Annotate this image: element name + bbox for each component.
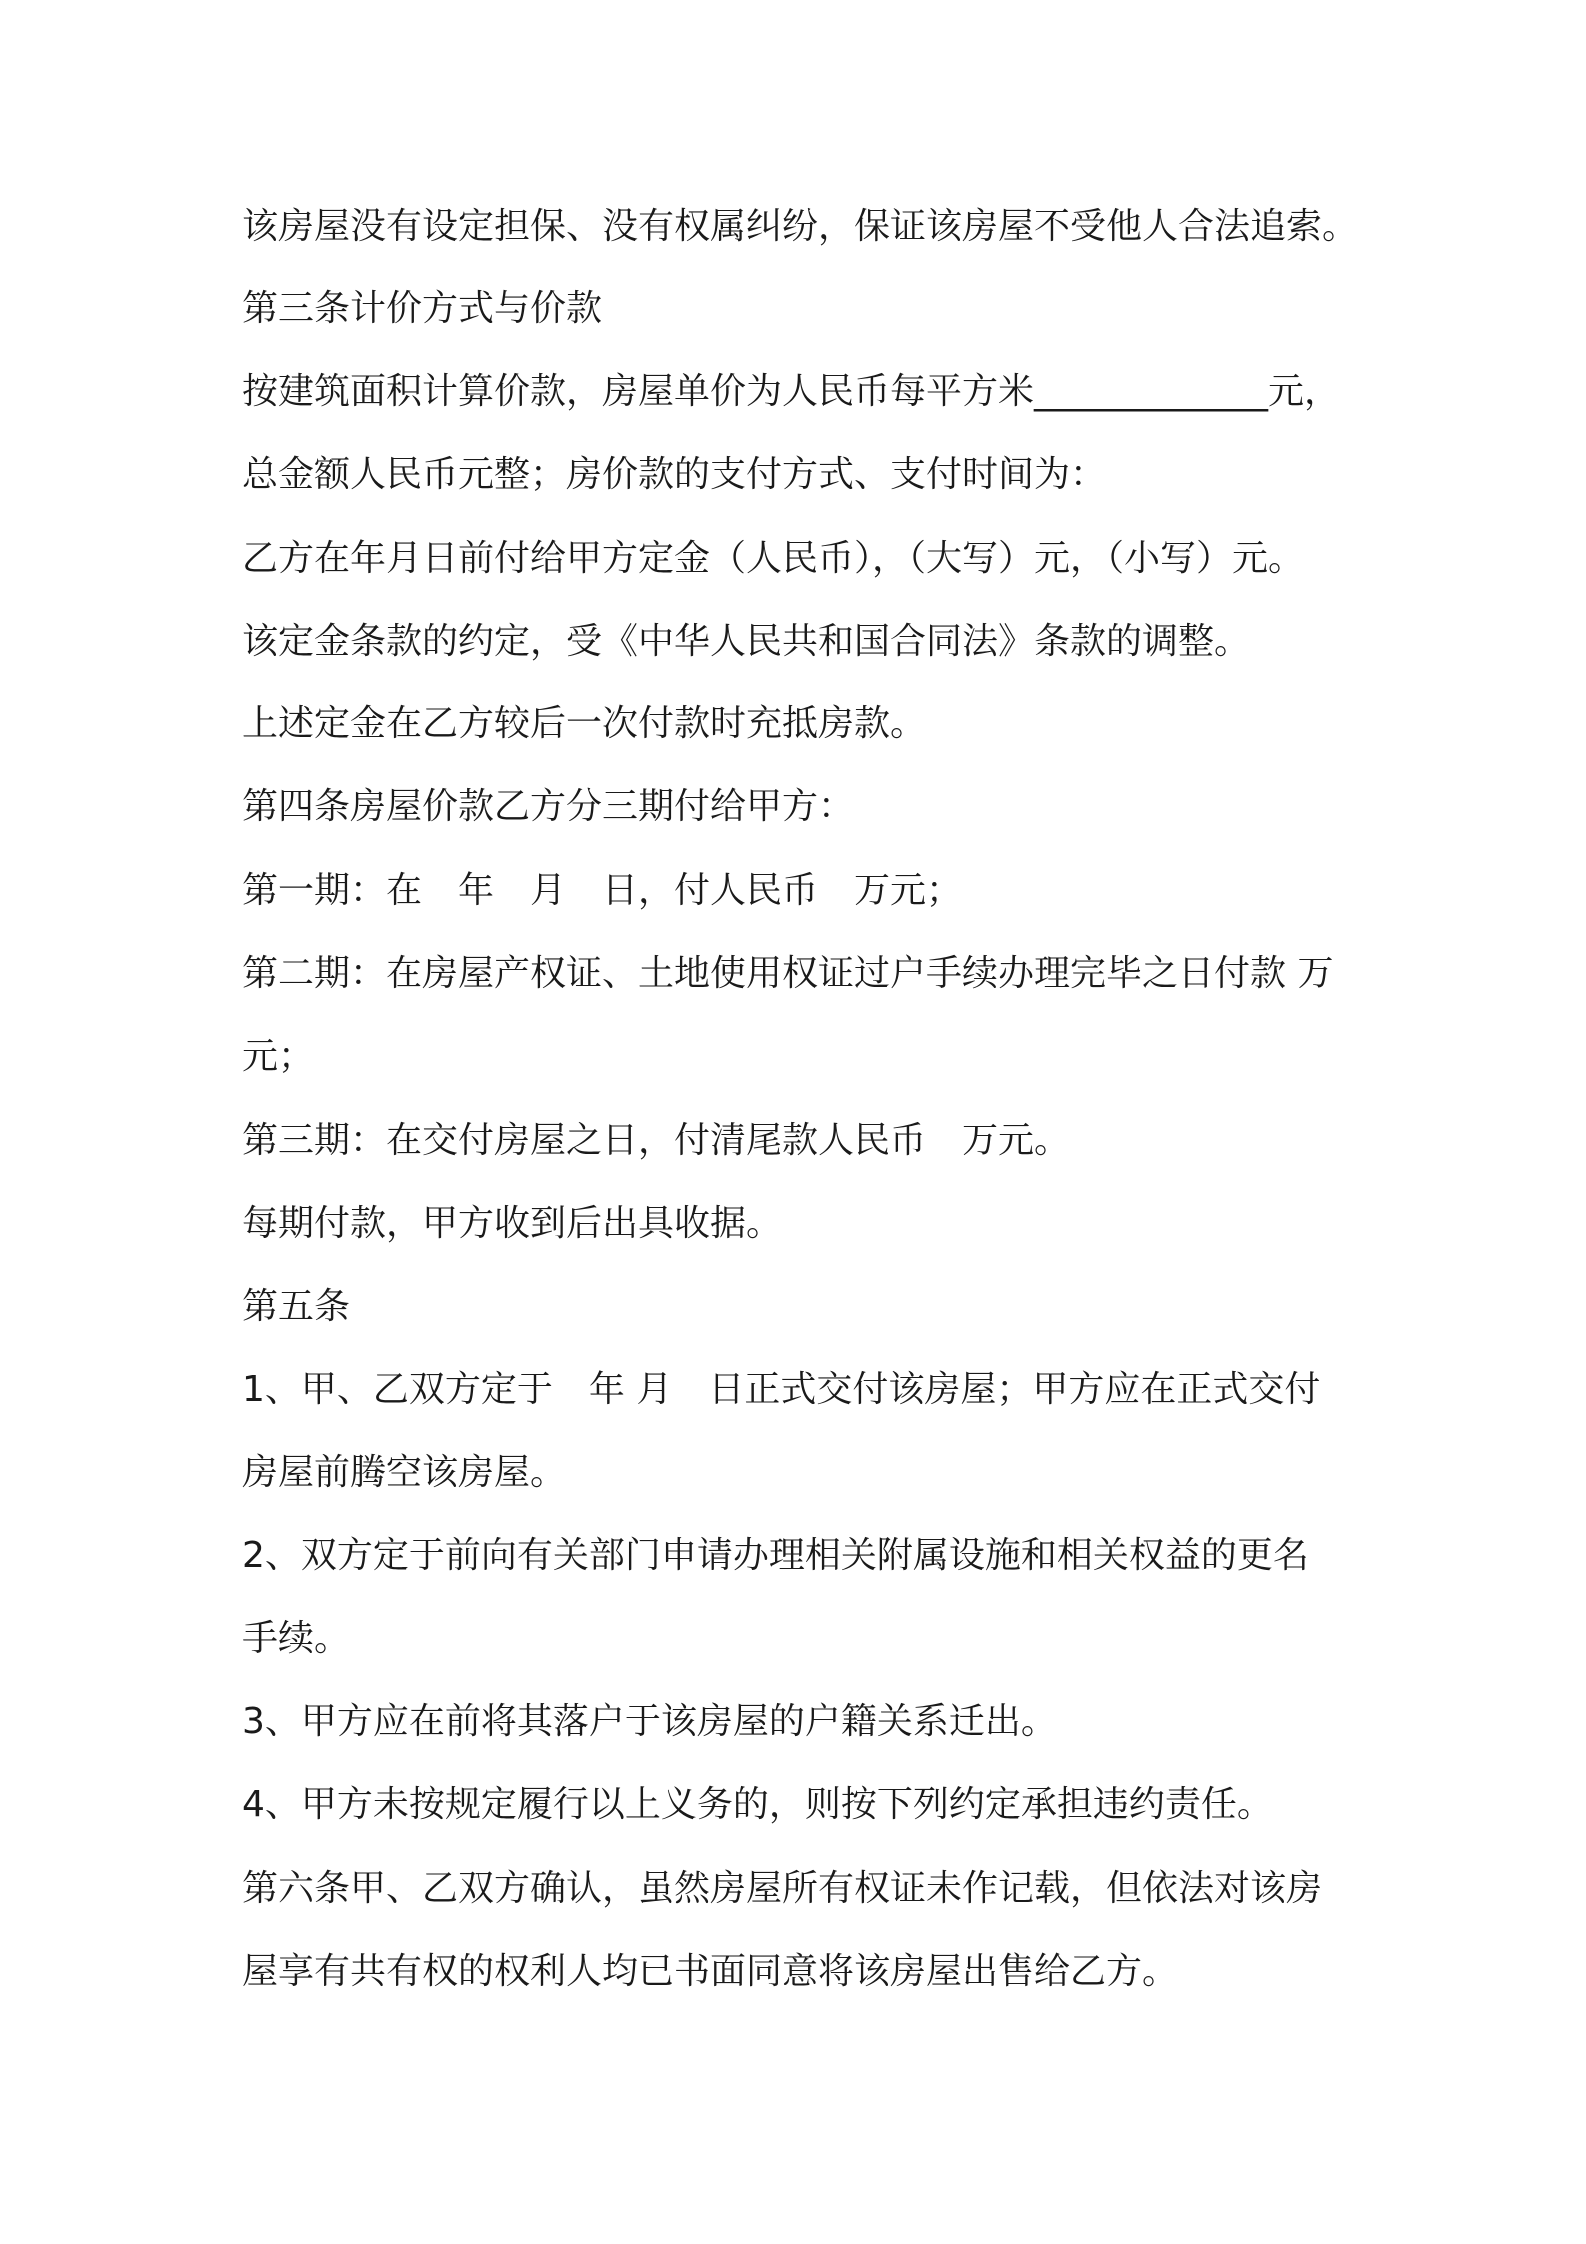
text-line: 该定金条款的约定，受《中华人民共和国合同法》条款的调整。 [242, 621, 1251, 662]
text-line: 房屋前腾空该房屋。 [242, 1452, 567, 1493]
text-line: 按建筑面积计算价款，房屋单价为人民币每平方米_____________元， [242, 371, 1341, 412]
text-line: 手续。 [242, 1618, 351, 1659]
text-line: 第六条甲、乙双方确认，虽然房屋所有权证未作记载，但依法对该房 [242, 1868, 1323, 1909]
section-heading: 第四条房屋价款乙方分三期付给甲方： [242, 786, 855, 827]
text-line: 第三期：在交付房屋之日，付清尾款人民币 万元。 [242, 1120, 1071, 1161]
text-line: 第一期：在 年 月 日，付人民币 万元； [242, 870, 963, 911]
text-line: 上述定金在乙方较后一次付款时充抵房款。 [242, 703, 927, 744]
text-line: 3、甲方应在前将其落户于该房屋的户籍关系迁出。 [242, 1701, 1057, 1742]
text-line: 每期付款，甲方收到后出具收据。 [242, 1203, 783, 1244]
text-line: 4、甲方未按规定履行以上义务的，则按下列约定承担违约责任。 [242, 1784, 1273, 1825]
text-line: 第二期：在房屋产权证、土地使用权证过户手续办理完毕之日付款 万 [242, 953, 1334, 994]
section-heading: 第五条 [242, 1286, 351, 1327]
text-line: 2、双方定于前向有关部门申请办理相关附属设施和相关权益的更名 [242, 1535, 1309, 1576]
section-heading: 第三条计价方式与价款 [242, 288, 603, 329]
text-line: 1、甲、乙双方定于 年 月 日正式交付该房屋；甲方应在正式交付 [242, 1369, 1321, 1410]
text-line: 该房屋没有设定担保、没有权属纠纷，保证该房屋不受他人合法追索。 [242, 206, 1359, 247]
text-line: 屋享有共有权的权利人均已书面同意将该房屋出售给乙方。 [242, 1951, 1179, 1992]
text-line: 乙方在年月日前付给甲方定金（人民币），（大写）元，（小写）元。 [242, 538, 1305, 579]
text-line: 总金额人民币元整；房价款的支付方式、支付时间为： [242, 454, 1107, 495]
text-line: 元； [242, 1036, 315, 1077]
